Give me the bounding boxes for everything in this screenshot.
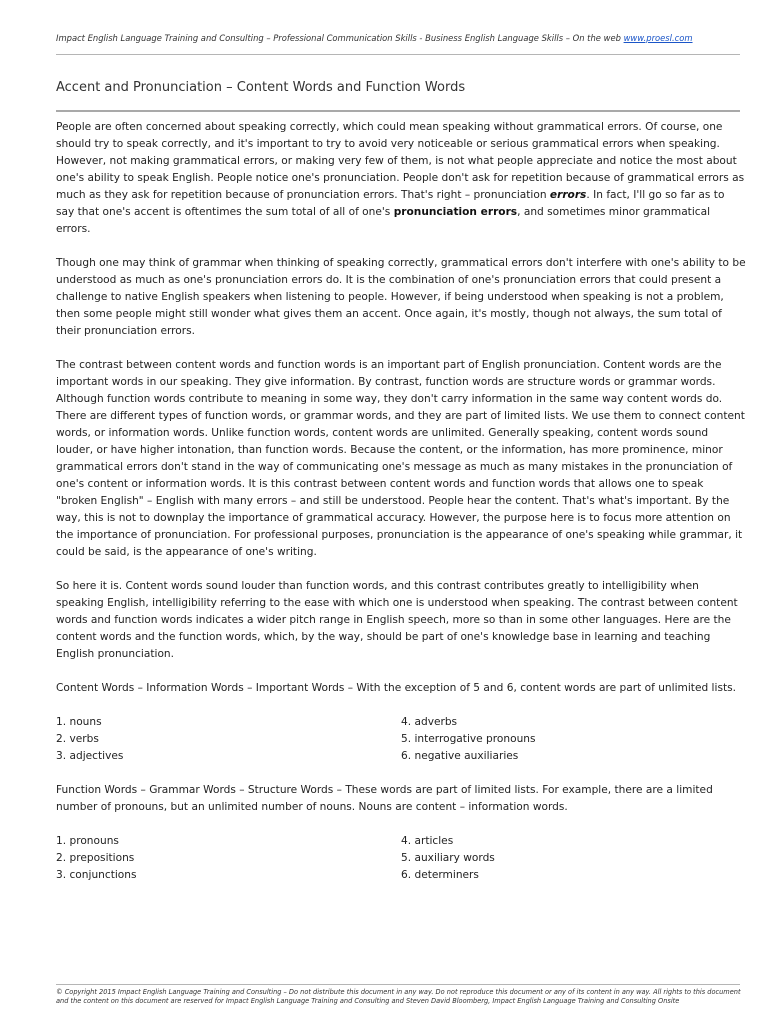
list-item: 4. adverbs <box>401 716 458 728</box>
list-item: 3. adjectives <box>56 750 124 762</box>
list-item: 3. conjunctions <box>56 869 137 881</box>
title-divider <box>56 110 740 112</box>
para1-text-c: , and sometimes minor grammatical errors. <box>56 206 711 235</box>
list-item: 6. determiners <box>401 869 479 881</box>
list-item: 2. verbs <box>56 733 99 745</box>
content-list-right <box>401 714 746 765</box>
list-item: 6. negative auxiliaries <box>401 750 519 762</box>
para1-text-b: . In fact, I'll go so far as to say that one's accent is oftentimes the sum total of all of one's <box>56 189 725 218</box>
copyright-footer: © Copyright 2015 Impact English Language Training and Consulting – Do not distribute this document in any way. Do not reproduce this document or any of its content in any way. All rights to this document and the content on this document are reserved for Impact English Language Training and Consulting and Steven David Bloomberg, Impact English Language Training and Consulting Onsite <box>56 988 741 1005</box>
function-words-intro: Function Words – Grammar Words – Structure Words – These words are part of limited lists. For example, there are a limited number of pronouns, but an unlimited number of nouns. Nouns are content – information words. <box>56 784 713 813</box>
list-item: 4. articles <box>401 835 454 847</box>
list-item: 2. prepositions <box>56 852 135 864</box>
function-words-list <box>56 833 746 884</box>
content-words-intro: Content Words – Information Words – Important Words – With the exception of 5 and 6, content words are part of unlimited lists. <box>56 682 736 694</box>
content-words-list <box>56 714 746 765</box>
paragraph-1 <box>56 119 746 238</box>
list-item: 1. nouns <box>56 716 102 728</box>
paragraph-2: Though one may think of grammar when thinking of speaking correctly, grammatical errors don't interfere with one's ability to be understood as much as one's pronunciation errors do. It is the combination of one's pronunciation errors that could present a challenge to native English speakers when listening to people. However, if being understood when speaking is not a problem, then some people might still wonder what gives them an accent. Once again, it's mostly, though not always, the sum total of their pronunciation errors. <box>56 257 746 337</box>
header-divider <box>56 54 740 55</box>
paragraph-4: So here it is. Content words sound louder than function words, and this contrast contributes greatly to intelligibility when speaking English, intelligibility referring to the ease with which one is understood when speaking. The contrast between content words and function words indicates a wider pitch range in English speech, more so than in some other languages. Here are the content words and the function words, which, by the way, should be part of one's knowledge base in learning and teaching English pronunciation. <box>56 580 738 660</box>
emphasis-errors: errors <box>549 189 587 201</box>
function-list-left <box>56 833 401 884</box>
paragraph-3: The contrast between content words and function words is an important part of English pronunciation. Content words are the important words in our speaking. They give information. By contrast, function words are structure words or grammar words. Although function words contribute to meaning in some way, they don't carry information in the same way content words do. There are different types of function words, or grammar words, and they are part of limited lists. We use them to connect content words, or information words. Unlike function words, content words are unlimited. Generally speaking, content words sound louder, or have higher intonation, than function words. Because the content, or the information, has more prominence, minor grammatical errors don't stand in the way of communicating one's message as much as many mistakes in the pronunciation of one's content or information words. It is this contrast between content words and function words that allows one to speak "broken English" – English with many errors – and still be understood. People hear the content. That's what's important. By the way, this is not to downplay the importance of grammatical accuracy. However, the purpose here is to focus more attention on the importance of pronunciation. For professional purposes, pronunciation is the appearance of one's speaking while grammar, it could be said, is the appearance of one's writing. <box>56 359 745 558</box>
footer-divider <box>56 984 740 985</box>
function-list-right <box>401 833 746 884</box>
header-text: Impact English Language Training and Consulting – Professional Communication Skills - Business English Language Skills – On the web <box>56 33 624 43</box>
list-item: 5. interrogative pronouns <box>401 733 536 745</box>
website-link[interactable]: www.proesl.com <box>623 33 693 43</box>
content-list-left <box>56 714 401 765</box>
list-item: 5. auxiliary words <box>401 852 495 864</box>
list-item: 1. pronouns <box>56 835 119 847</box>
para1-text-a: People are often concerned about speaking correctly, which could mean speaking without grammatical errors. Of course, one should try to speak correctly, and it's important to try to avoid very noticeable or serious grammatical errors when speaking. However, not making grammatical errors, or making very few of them, is not what people appreciate and notice the most about one's ability to speak English. People notice one's pronunciation. People don't ask for repetition because of grammatical errors as much as they ask for repetition because of pronunciation errors. That's right – pronunciation <box>56 121 745 201</box>
page-title: Accent and Pronunciation – Content Words and Function Words <box>56 80 466 95</box>
emphasis-pronunciation-errors: pronunciation errors <box>393 206 518 218</box>
page-header <box>56 33 746 43</box>
document-body <box>56 119 746 901</box>
